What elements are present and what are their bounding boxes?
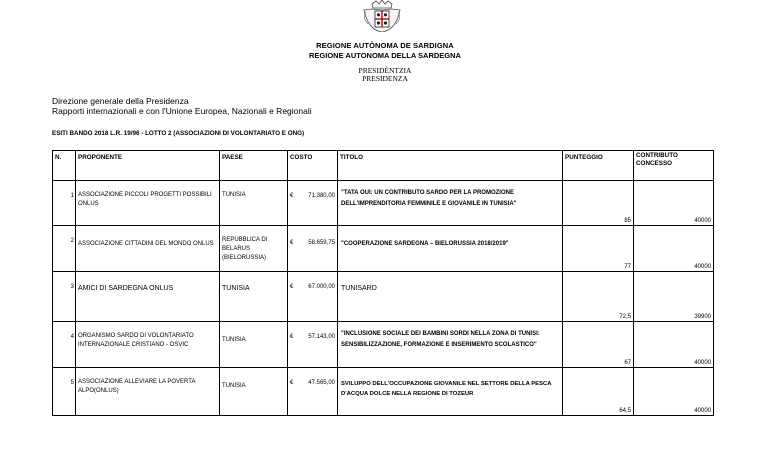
paese-cell: TUNISIA [220, 272, 288, 322]
column-header-proponente: PROPONENTE [76, 151, 220, 181]
titolo-cell: TUNISARD [338, 272, 563, 322]
proponente-cell: ASSOCIAZIONE PICCOLI PROGETTI POSSIBILI ONLUS [76, 181, 220, 226]
titolo-cell: "INCLUSIONE SOCIALE DEI BAMBINI SORDI NELLA ZONA DI TUNISI: SENSIBILIZZAZIONE, FORMAZIONE E INSERIMENTO SCOLASTICO" [338, 322, 563, 368]
punteggio-cell: 72,5 [563, 272, 634, 322]
punteggio-cell: 77 [563, 226, 634, 272]
table-row [53, 368, 714, 416]
column-header-paese: PAESE [220, 151, 288, 181]
punteggio-cell: 64,5 [563, 368, 634, 416]
regional-coat-of-arms [354, 0, 410, 32]
table-row [53, 226, 714, 272]
currency-symbol: € [290, 193, 294, 199]
costo-amount: 58.659,75 [308, 240, 335, 246]
row-number: 3 [53, 272, 76, 322]
titolo-cell: "TATA OUI: UN CONTRIBUTO SARDO PER LA PROMOZIONE DELL'IMPRENDITORIA FEMMINILE E GIOVANILE IN TUNISIA" [338, 181, 563, 226]
costo-cell [288, 226, 338, 272]
paese-cell: TUNISIA [220, 322, 288, 368]
currency-symbol: € [290, 380, 294, 386]
punteggio-cell: 85 [563, 181, 634, 226]
presidency-sardinian: PRESIDÈNTZIA [358, 66, 412, 75]
column-header-contributo: CONTRIBUTO CONCESSO [634, 151, 714, 181]
table-row [53, 272, 714, 322]
contributo-cell: 39900 [634, 272, 714, 322]
region-name-sardinian: REGIONE AUTÒNOMA DE SARDIGNA [316, 41, 454, 50]
costo-cell [288, 368, 338, 416]
contributo-cell: 40000 [634, 368, 714, 416]
column-header-punteggio: PUNTEGGIO [563, 151, 634, 181]
titolo-cell: SVILUPPO DELL'OCCUPAZIONE GIOVANILE NEL SETTORE DELLA PESCA D'ACQUA DOLCE NELLA REGIONE DI TOZEUR [338, 368, 563, 416]
costo-amount: 47.565,00 [308, 380, 335, 386]
office-department: Rapporti internazionali e con l'Unione Europea, Nazionali e Regionali [52, 106, 312, 116]
proponente-cell: ASSOCIAZIONE ALLEVIARE LA POVERTA ALPO(ONLUS) [76, 368, 220, 416]
coat-of-arms-icon [354, 0, 410, 32]
row-number: 1 [53, 181, 76, 226]
table-row [53, 181, 714, 226]
costo-amount: 57.143,00 [308, 334, 335, 340]
document-title: ESITI BANDO 2018 L.R. 19/96 - LOTTO 2 (ASSOCIAZIONI DI VOLONTARIATO E ONG) [52, 130, 305, 137]
currency-symbol: € [290, 240, 294, 246]
contributo-cell: 40000 [634, 322, 714, 368]
proponente-cell: AMICI DI SARDEGNA ONLUS [76, 272, 220, 322]
paese-cell: REPUBBLICA DI BELARUS (BIELORUSSIA) [220, 226, 288, 272]
contributo-cell: 40000 [634, 181, 714, 226]
titolo-cell: "COOPERAZIONE SARDEGNA – BIELORUSSIA 2018/2019" [338, 226, 563, 272]
proponente-cell: ASSOCIAZIONE CITTADINI DEL MONDO ONLUS [76, 226, 220, 272]
contributo-cell: 40000 [634, 226, 714, 272]
costo-amount: 67.000,00 [308, 284, 335, 290]
costo-amount: 71.380,00 [308, 193, 335, 199]
column-header-n: N. [53, 151, 76, 181]
presidency-italian: PRESIDENZA [362, 74, 408, 83]
costo-cell [288, 181, 338, 226]
costo-cell [288, 272, 338, 322]
table-header-row [53, 151, 714, 181]
region-name-italian: REGIONE AUTONOMA DELLA SARDEGNA [309, 51, 461, 60]
proponente-cell: ORGANISMO SARDO DI VOLONTARIATO INTERNAZIONALE CRISTIANO - OSVIC [76, 322, 220, 368]
paese-cell: TUNISIA [220, 181, 288, 226]
row-number: 2 [53, 226, 76, 272]
punteggio-cell: 67 [563, 322, 634, 368]
currency-symbol: € [290, 284, 294, 290]
currency-symbol: € [290, 334, 294, 340]
table-row [53, 322, 714, 368]
paese-cell: TUNISIA [220, 368, 288, 416]
results-table [52, 150, 714, 416]
column-header-costo: COSTO [288, 151, 338, 181]
row-number: 4 [53, 322, 76, 368]
costo-cell [288, 322, 338, 368]
office-directorate: Direzione generale della Presidenza [52, 96, 189, 106]
column-header-titolo: TITOLO [338, 151, 563, 181]
row-number: 5 [53, 368, 76, 416]
